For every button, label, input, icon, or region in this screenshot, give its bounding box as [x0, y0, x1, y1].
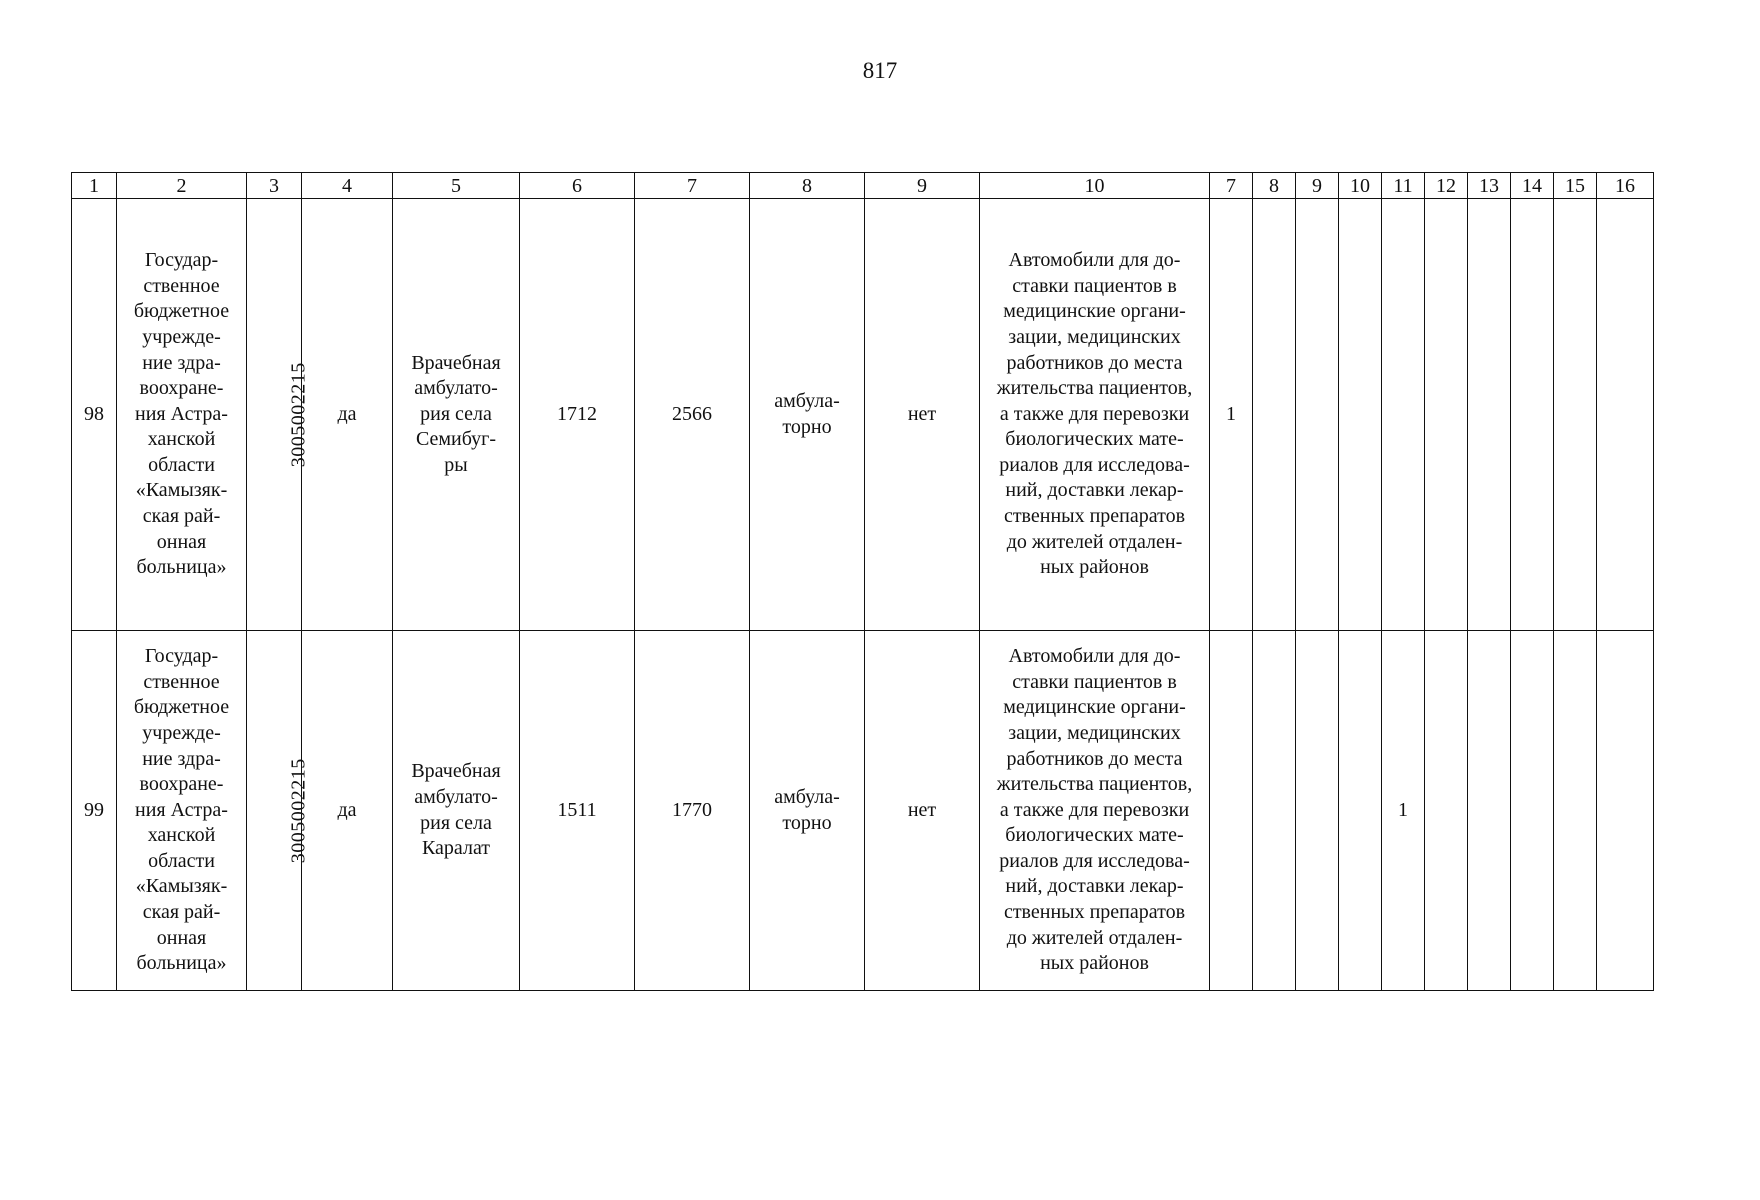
- organization-cell: [117, 199, 247, 631]
- row-number: 98: [72, 199, 117, 631]
- extra-cell: 1: [1382, 631, 1425, 991]
- table-row: [72, 631, 1654, 991]
- value-cell-6: 1712: [520, 199, 635, 631]
- extra-cell: [1468, 199, 1511, 631]
- column-header: 9: [865, 173, 980, 199]
- column-header: 6: [520, 173, 635, 199]
- code-cell: [247, 631, 310, 991]
- extra-cell: 1: [1210, 199, 1253, 631]
- extra-cell: [1597, 199, 1654, 631]
- extra-cell: [1597, 631, 1654, 991]
- value-cell-6: 1511: [520, 631, 635, 991]
- value-cell-9: нет: [865, 631, 980, 991]
- care-mode: амбула- торно: [774, 389, 840, 438]
- table-row: [72, 199, 1654, 631]
- column-header: 16: [1597, 173, 1654, 199]
- vehicle-description: Автомобили для до- ставки пациентов в медицинские органи- зации, медицинских работников до места жительства пациентов, а также для перевозки биологических мате- риалов для исследова- ний, доставки лекар- ственных препаратов до жителей отдален- ных районов: [996, 249, 1193, 579]
- description-cell: [980, 199, 1210, 631]
- extra-cell: [1210, 631, 1253, 991]
- header-row: [72, 173, 1654, 199]
- extra-cell: [1511, 199, 1554, 631]
- organization-code: 3005002215: [287, 362, 310, 467]
- column-header: 5: [393, 173, 520, 199]
- extra-cell: [1339, 631, 1382, 991]
- column-header: 10: [1339, 173, 1382, 199]
- extra-cell: [1339, 199, 1382, 631]
- extra-cell: [1554, 631, 1597, 991]
- mode-cell: [750, 631, 865, 991]
- facility-name: Врачебная амбулато- рия села Каралат: [411, 760, 501, 860]
- value-cell-7: 2566: [635, 199, 750, 631]
- extra-cell: [1425, 631, 1468, 991]
- organization-code: 3005002215: [287, 758, 310, 863]
- vehicle-description: Автомобили для до- ставки пациентов в медицинские органи- зации, медицинских работников до места жительства пациентов, а также для перевозки биологических мате- риалов для исследова- ний, доставки лекар- ственных препаратов до жителей отдален- ных районов: [996, 645, 1193, 975]
- extra-cell: [1554, 199, 1597, 631]
- extra-cell: [1296, 199, 1339, 631]
- facility-cell: [393, 199, 520, 631]
- column-header: 4: [302, 173, 393, 199]
- extra-cell: [1511, 631, 1554, 991]
- page-number: 817: [862, 58, 898, 83]
- extra-cell: [1296, 631, 1339, 991]
- column-header: 2: [117, 173, 247, 199]
- value-cell-9: нет: [865, 199, 980, 631]
- column-header: 9: [1296, 173, 1339, 199]
- extra-cell: [1253, 199, 1296, 631]
- column-header: 10: [980, 173, 1210, 199]
- facility-cell: [393, 631, 520, 991]
- extra-cell: [1468, 631, 1511, 991]
- column-header: 15: [1554, 173, 1597, 199]
- facility-name: Врачебная амбулато- рия села Семибуг- ры: [411, 351, 501, 476]
- extra-cell: [1253, 631, 1296, 991]
- column-header: 1: [72, 173, 117, 199]
- mode-cell: [750, 199, 865, 631]
- extra-cell: [1425, 199, 1468, 631]
- column-header: 3: [247, 173, 302, 199]
- column-header: 13: [1468, 173, 1511, 199]
- column-header: 8: [750, 173, 865, 199]
- flag-cell: да: [302, 199, 393, 631]
- column-header: 12: [1425, 173, 1468, 199]
- column-header: 7: [635, 173, 750, 199]
- extra-cell: [1382, 199, 1425, 631]
- flag-cell: да: [302, 631, 393, 991]
- column-header: 7: [1210, 173, 1253, 199]
- care-mode: амбула- торно: [774, 785, 840, 834]
- column-header: 14: [1511, 173, 1554, 199]
- row-number: 99: [72, 631, 117, 991]
- code-cell: [247, 199, 310, 631]
- facilities-table: [71, 172, 1654, 991]
- column-header: 8: [1253, 173, 1296, 199]
- organization-cell: [117, 631, 247, 991]
- organization-name: Государ- ственное бюджетное учрежде- ние здра- воохране- ния Астра- ханской области «Камызяк- ская рай- онная больница»: [133, 249, 230, 579]
- organization-name: Государ- ственное бюджетное учрежде- ние здра- воохране- ния Астра- ханской области «Камызяк- ская рай- онная больница»: [133, 645, 230, 975]
- description-cell: [980, 631, 1210, 991]
- column-header: 11: [1382, 173, 1425, 199]
- value-cell-7: 1770: [635, 631, 750, 991]
